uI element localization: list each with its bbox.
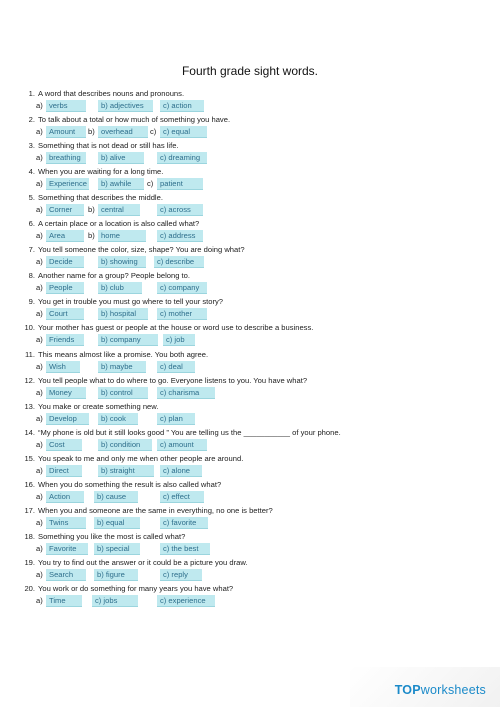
question-number: 6. — [28, 219, 35, 229]
answer-options — [36, 569, 236, 580]
option-a-prefix: a) — [36, 413, 43, 423]
option-a-prefix: a) — [36, 335, 43, 345]
option-a-prefix: a) — [36, 127, 43, 137]
option-b-text[interactable]: b) condition — [101, 439, 141, 449]
option-c-text[interactable]: c) alone — [163, 465, 191, 475]
question-text: When you and someone are the same in everything, no one is better? — [38, 505, 273, 515]
option-a-prefix: a) — [36, 205, 43, 215]
option-a-text[interactable]: Amount — [49, 127, 76, 137]
option-a-prefix: a) — [36, 231, 43, 241]
option-b-text[interactable]: b) control — [101, 387, 133, 397]
answer-options — [36, 256, 236, 267]
option-c-text[interactable]: c) plan — [160, 413, 183, 423]
question-number: 1. — [28, 89, 35, 98]
question-20 — [19, 584, 233, 593]
question-number: 19. — [24, 557, 35, 567]
question-15 — [19, 454, 243, 463]
question-13 — [19, 402, 158, 411]
option-c-text[interactable]: c) job — [166, 335, 185, 345]
option-a-prefix: a) — [36, 543, 43, 553]
answer-options — [36, 282, 236, 293]
option-a-prefix: a) — [36, 179, 43, 189]
option-b-text[interactable]: b) cook — [101, 413, 126, 423]
option-a-text[interactable]: Twins — [49, 517, 69, 527]
option-c-text[interactable]: c) favorite — [163, 517, 197, 527]
question-text: You tell people what to do where to go. Everyone listens to you. You have what? — [38, 375, 308, 385]
option-b-prefix: b) — [88, 205, 95, 215]
option-a-text[interactable]: Money — [49, 387, 72, 397]
answer-options — [36, 204, 236, 215]
question-text: When you are waiting for a long time. — [38, 167, 164, 177]
option-a-prefix: a) — [36, 465, 43, 475]
logo-worksheets: worksheets — [420, 683, 486, 697]
question-text: “My phone is old but it still looks good ” You are telling us the ___________ of your phone. — [38, 427, 341, 437]
option-c-text[interactable]: patient — [160, 179, 183, 189]
question-text: When you do something the result is also called what? — [38, 479, 222, 489]
option-a-text[interactable]: Develop — [49, 413, 77, 423]
question-16 — [19, 480, 221, 489]
option-b-text[interactable]: b) equal — [97, 517, 125, 527]
option-b-text[interactable]: b) figure — [97, 569, 125, 579]
option-a-text[interactable]: Time — [49, 595, 66, 605]
option-a-text[interactable]: Court — [49, 309, 68, 319]
question-2 — [19, 115, 230, 124]
question-number: 14. — [24, 427, 35, 437]
question-18 — [19, 532, 185, 541]
answer-options — [36, 230, 236, 241]
option-c-text[interactable]: c) company — [160, 283, 200, 293]
question-number: 13. — [24, 401, 35, 411]
option-b-text[interactable]: b) maybe — [101, 361, 133, 371]
question-number: 11. — [25, 349, 35, 359]
option-a-text[interactable]: Friends — [49, 335, 75, 345]
answer-options — [36, 465, 236, 476]
option-c-text[interactable]: c) charisma — [160, 387, 200, 397]
question-text: Something you like the most is called what? — [38, 531, 186, 541]
option-c-text[interactable]: c) action — [163, 101, 192, 110]
option-a-text[interactable]: People — [49, 283, 73, 293]
option-b-text[interactable]: b) special — [97, 543, 130, 553]
option-a-text[interactable]: Experience — [49, 179, 87, 189]
question-number: 5. — [28, 193, 35, 203]
option-a-text[interactable]: Action — [49, 491, 71, 501]
option-c-text[interactable]: c) mother — [160, 309, 193, 319]
question-number: 9. — [28, 297, 35, 307]
option-c-text[interactable]: c) equal — [163, 127, 191, 137]
question-1 — [19, 89, 184, 98]
option-a-prefix: a) — [36, 153, 43, 163]
option-c-text[interactable]: c) across — [160, 205, 191, 215]
option-a-prefix: a) — [36, 387, 43, 397]
question-19 — [19, 558, 248, 567]
option-a-text[interactable]: Cost — [49, 439, 65, 449]
question-3 — [19, 141, 179, 150]
question-text: You work or do something for many years you have what? — [38, 583, 234, 593]
option-a-prefix: a) — [36, 309, 43, 319]
question-text: To talk about a total or how much of something you have. — [38, 115, 231, 125]
option-c-prefix: c) — [147, 179, 154, 189]
question-4 — [19, 167, 163, 176]
question-number: 10. — [24, 323, 35, 333]
question-10 — [19, 323, 313, 332]
option-b-prefix: b) — [88, 127, 95, 137]
option-c-text[interactable]: c) address — [160, 231, 196, 241]
question-number: 17. — [24, 505, 35, 515]
answer-options — [36, 491, 236, 502]
question-text: Your mother has guest or people at the house or word use to describe a business. — [38, 323, 314, 333]
option-b-text[interactable]: b) alive — [101, 153, 126, 163]
answer-options — [36, 178, 236, 189]
question-number: 20. — [24, 583, 35, 593]
topworksheets-logo — [395, 683, 486, 697]
question-14 — [19, 428, 341, 437]
option-a-text[interactable]: verbs — [49, 101, 68, 110]
option-c-text[interactable]: c) amount — [160, 439, 194, 449]
question-text: A certain place or a location is also called what? — [38, 219, 200, 229]
question-text: This means almost like a promise. You both agree. — [38, 349, 209, 359]
page-title: Fourth grade sight words. — [181, 64, 319, 78]
option-b-text[interactable]: b) awhile — [101, 179, 132, 189]
question-8 — [19, 271, 190, 280]
answer-options — [36, 517, 236, 528]
option-b-text[interactable]: home — [101, 231, 120, 241]
option-a-text[interactable]: Decide — [49, 257, 73, 267]
question-number: 3. — [28, 141, 35, 151]
option-c-text[interactable]: c) reply — [163, 569, 188, 579]
answer-options — [36, 543, 236, 554]
option-a-prefix: a) — [36, 283, 43, 293]
option-a-prefix: a) — [36, 361, 43, 371]
option-c-text[interactable]: c) deal — [160, 361, 183, 371]
option-a-prefix: a) — [36, 439, 43, 449]
option-a-text[interactable]: Favorite — [49, 543, 77, 553]
option-c-text[interactable]: c) dreaming — [160, 153, 201, 163]
option-b-text[interactable]: b) club — [101, 283, 124, 293]
option-b-text[interactable]: b) hospital — [101, 309, 137, 319]
option-b-prefix: b) — [88, 231, 95, 241]
question-12 — [19, 376, 307, 385]
option-a-text[interactable]: Area — [49, 231, 66, 241]
option-b-text[interactable]: b) company — [101, 335, 141, 345]
option-a-text[interactable]: Wish — [49, 361, 66, 371]
question-11 — [19, 350, 208, 359]
option-a-prefix: a) — [36, 101, 43, 110]
question-number: 4. — [28, 167, 35, 177]
answer-options — [36, 413, 236, 424]
option-b-text[interactable]: b) adjectives — [101, 101, 144, 110]
option-c-text[interactable]: c) effect — [163, 491, 190, 501]
question-text: Something that describes the middle. — [38, 193, 163, 203]
question-number: 8. — [28, 271, 35, 281]
option-b-text[interactable]: b) showing — [101, 257, 138, 267]
option-a-text[interactable]: Search — [49, 569, 74, 579]
question-text: You tell someone the color, size, shape? You are doing what? — [38, 245, 245, 255]
answer-options — [36, 334, 236, 345]
option-c-text[interactable]: c) the best — [163, 543, 199, 553]
option-a-prefix: a) — [36, 569, 43, 579]
answer-options — [36, 439, 236, 450]
option-a-prefix: a) — [36, 491, 43, 501]
question-6 — [19, 219, 199, 228]
option-c-prefix: c) — [150, 127, 157, 137]
option-c-text[interactable]: c) experience — [160, 595, 206, 605]
question-9 — [19, 297, 223, 306]
option-a-text[interactable]: Corner — [49, 205, 73, 215]
question-text: A word that describes nouns and pronouns. — [38, 89, 185, 98]
option-a-prefix: a) — [36, 517, 43, 527]
question-text: You try to find out the answer or it could be a picture you draw. — [38, 557, 248, 567]
question-7 — [19, 245, 245, 254]
question-number: 2. — [28, 115, 35, 125]
option-b-text[interactable]: b) straight — [101, 465, 135, 475]
answer-options — [36, 361, 236, 372]
option-a-prefix: a) — [36, 595, 43, 605]
answer-options — [36, 126, 236, 137]
question-number: 15. — [24, 453, 35, 463]
answer-options — [36, 387, 236, 398]
question-text: Something that is not dead or still has life. — [38, 141, 179, 151]
option-b-text[interactable]: b) cause — [97, 491, 127, 501]
question-5 — [19, 193, 163, 202]
answer-options — [36, 595, 236, 606]
answer-options — [36, 308, 236, 319]
logo-top: TOP — [394, 683, 421, 697]
option-c-text[interactable]: c) describe — [157, 257, 195, 267]
question-number: 12. — [24, 375, 35, 385]
option-b-text[interactable]: c) jobs — [95, 595, 118, 605]
answer-options — [36, 100, 236, 111]
option-b-text[interactable]: overhead — [101, 127, 133, 137]
option-a-text[interactable]: breathing — [49, 153, 81, 163]
question-number: 7. — [28, 245, 35, 255]
option-b-text[interactable]: central — [101, 205, 124, 215]
question-text: You make or create something new. — [38, 401, 159, 411]
question-text: You get in trouble you must go where to tell your story? — [38, 297, 224, 307]
question-text: Another name for a group? People belong to. — [38, 271, 190, 281]
question-number: 18. — [24, 531, 35, 541]
question-number: 16. — [24, 479, 35, 489]
option-a-text[interactable]: Direct — [49, 465, 69, 475]
question-17 — [19, 506, 273, 515]
answer-options — [36, 152, 236, 163]
option-a-prefix: a) — [36, 257, 43, 267]
question-text: You speak to me and only me when other people are around. — [38, 453, 244, 463]
